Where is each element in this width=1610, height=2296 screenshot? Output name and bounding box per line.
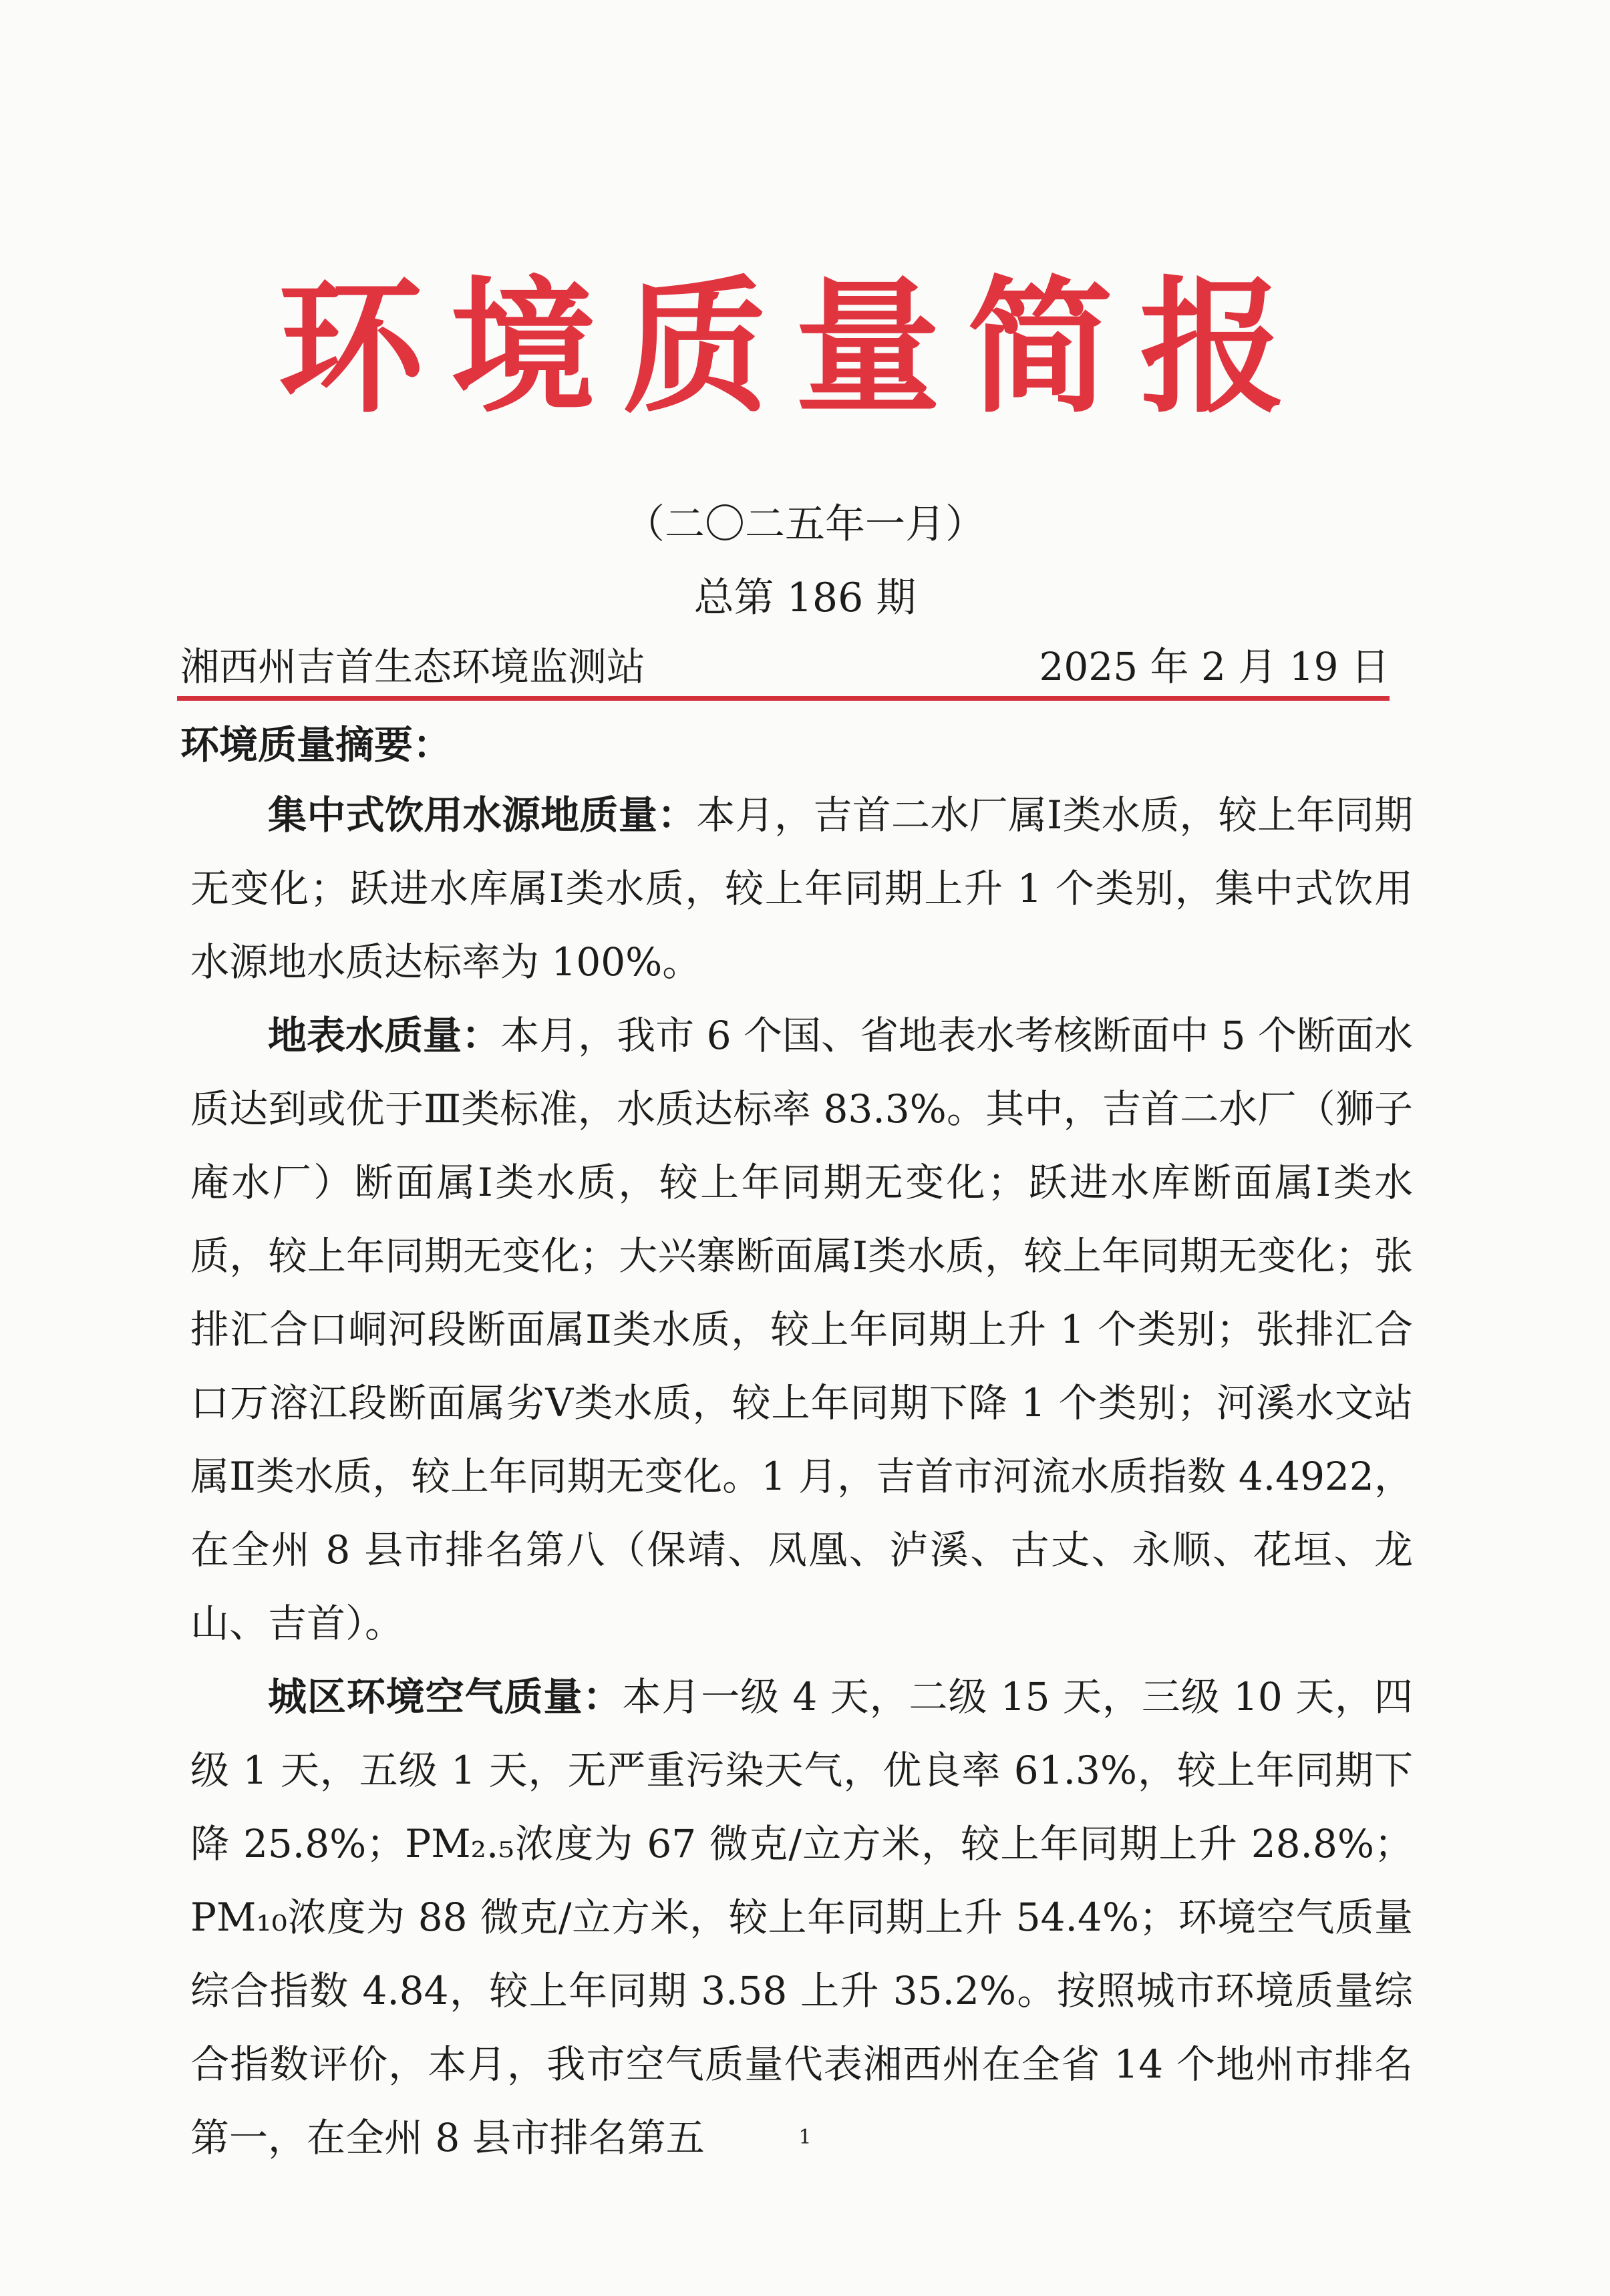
publication-date: 2025 年 2 月 19 日: [1039, 644, 1390, 689]
summary-heading: 环境质量摘要：: [180, 722, 452, 768]
page-number: 1: [798, 2126, 812, 2149]
publisher-name: 湘西州吉首生态环境监测站: [180, 644, 646, 689]
paragraph-text: 本月一级 4 天，二级 15 天，三级 10 天，四级 1 天，五级 1 天，无严重污染天气，优良率 61.3%，较上年同期下降 25.8%；PM₂.₅浓度为 67 微克/立方米，较上年同期上升 28.8%；PM₁₀浓度为 88 微克/立方米，较上年同期上升 54.4%；环境空气质量综合指数 4.84，较上年同期 3.58 上升 35.2%。按照城市环境质量综合指数评价，本月，我市空气质量代表湘西州在全省 14 个地州市排名第一，在全州 8 县市排名第五: [190, 1674, 1413, 2160]
issue-number: 总第 186 期: [693, 575, 917, 621]
paragraph-air-quality: [190, 1660, 1413, 2174]
paragraph-surface-water: [190, 999, 1413, 1660]
paragraph-drinking-water: [190, 778, 1413, 999]
edition-period: （二〇二五年一月）: [625, 501, 985, 548]
masthead-title: 环境质量简报: [278, 262, 1312, 433]
summary-body: [190, 778, 1413, 2174]
paragraph-lead: 城区环境空气质量：: [268, 1674, 623, 1719]
paragraph-lead: 集中式饮用水源地质量：: [268, 792, 697, 838]
paragraph-text: 本月，吉首二水厂属Ⅰ类水质，较上年同期无变化；跃进水库属Ⅰ类水质，较上年同期上升 1 个类别，集中式饮用水源地水质达标率为 100%。: [190, 792, 1413, 985]
paragraph-lead: 地表水质量：: [268, 1013, 501, 1058]
header-divider: [177, 696, 1390, 701]
paragraph-text: 本月，我市 6 个国、省地表水考核断面中 5 个断面水质达到或优于Ⅲ类标准，水质达标率 83.3%。其中，吉首二水厂（狮子庵水厂）断面属Ⅰ类水质，较上年同期无变化；跃进水库断面属Ⅰ类水质，较上年同期无变化；大兴寨断面属Ⅰ类水质，较上年同期无变化；张排汇合口峒河段断面属Ⅱ类水质，较上年同期上升 1 个类别；张排汇合口万溶江段断面属劣Ⅴ类水质，较上年同期下降 1 个类别；河溪水文站属Ⅱ类水质，较上年同期无变化。1 月，吉首市河流水质指数 4.4922，在全州 8 县市排名第八（保靖、凤凰、泸溪、古丈、永顺、花垣、龙山、吉首）。: [190, 1013, 1413, 1646]
publication-meta: [180, 640, 1390, 693]
